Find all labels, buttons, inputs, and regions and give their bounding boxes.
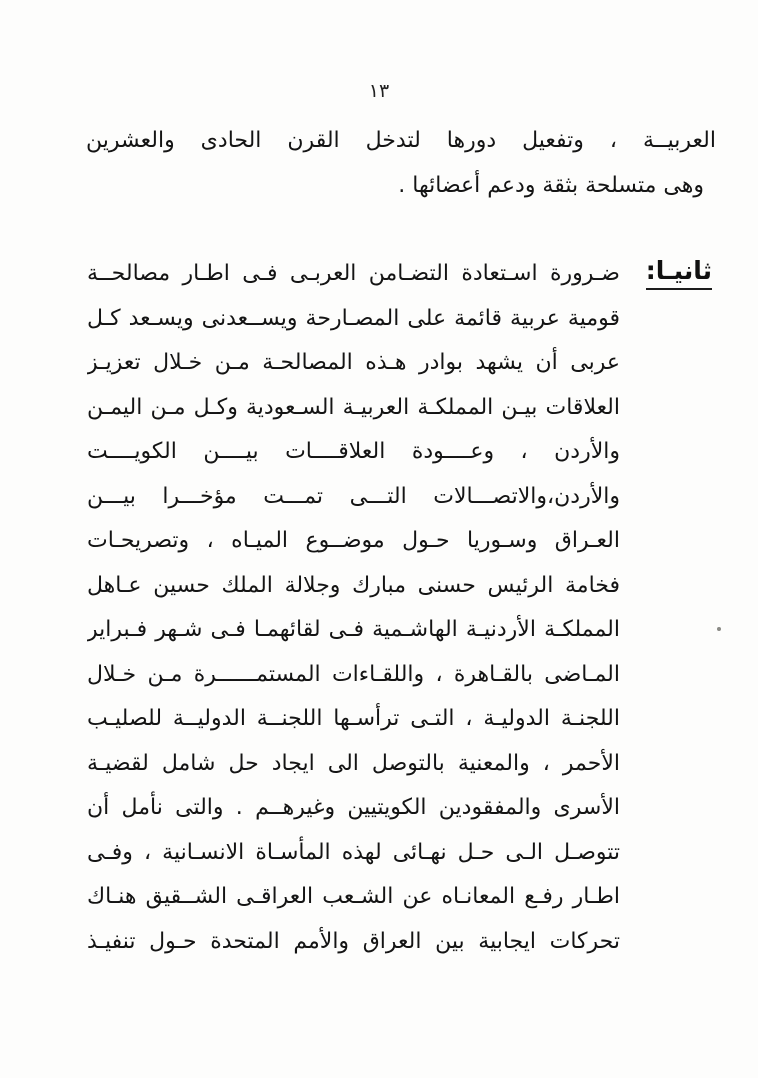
page-number: ١٣ — [368, 80, 390, 102]
scan-speck — [717, 627, 721, 631]
text-line: الأحمر ، والمعنية بالتوصل الى ايجاد حل شامل لقضيـة — [87, 750, 620, 776]
text-line: العربيــة ، وتفعيل دورها لتدخل القرن الحادى والعشرين — [86, 128, 716, 153]
section-heading-label: ثانيـا: — [646, 256, 712, 290]
intro-paragraph — [86, 118, 716, 208]
section-heading — [646, 256, 712, 290]
text-line: وهى متسلحة بثقة ودعم أعضائها . — [398, 173, 704, 198]
text-line: تحركات ايجابية بين العراق والأمم المتحدة حـول تنفيـذ — [87, 928, 620, 954]
text-line: فخامة الرئيس حسنى مبارك وجلالة الملك حسين عـاهل — [87, 572, 620, 598]
text-line: عربى أن يشهد بوادر هـذه المصالحـة مـن خـلال تعزيـز — [87, 350, 620, 375]
text-line: الأسرى والمفقودين الكويتيين وغيرهــم . والتى نأمل أن — [87, 795, 620, 820]
text-line: اطـار رفـع المعانـاه عن الشـعب العراقـى الشــقيق هنـاك — [87, 884, 620, 909]
text-line: المملكـة الأردنيـة الهاشـمية فـى لقائهمـا فـى شـهر فـبراير — [87, 617, 620, 642]
text-line: اللجنـة الدوليـة ، التـى ترأسـها اللجنــة الدوليــة للصليـب — [87, 706, 620, 731]
text-line: العلاقات بيـن المملكـة العربيـة السـعودية وكـل مـن اليمـن — [87, 394, 620, 420]
text-line: والأردن،والاتصـــالات التـــى تمـــت مؤخـــرا بيـــن — [87, 483, 620, 509]
text-line: تتوصـل الـى حـل نهـائى لهذه المأسـاة الانسـانية ، وفـى — [87, 839, 620, 865]
text-line: قومية عربية قائمة على المصـارحة ويســعدنى ويسـعد كـل — [87, 305, 620, 331]
text-line: ضـرورة اسـتعادة التضـامن العربـى فـى اطـار مصالحــة — [87, 261, 620, 286]
section-paragraph — [87, 252, 620, 964]
text-line: والأردن ، وعــــودة العلاقــــات بيــــن الكويــــت — [87, 439, 620, 464]
text-line: العـراق وسـوريا حـول موضــوع الميـاه ، وتصريحـات — [87, 528, 620, 553]
text-line: المـاضى بالقـاهرة ، واللقـاءات المستمــــــرة مـن خـلال — [87, 661, 620, 687]
